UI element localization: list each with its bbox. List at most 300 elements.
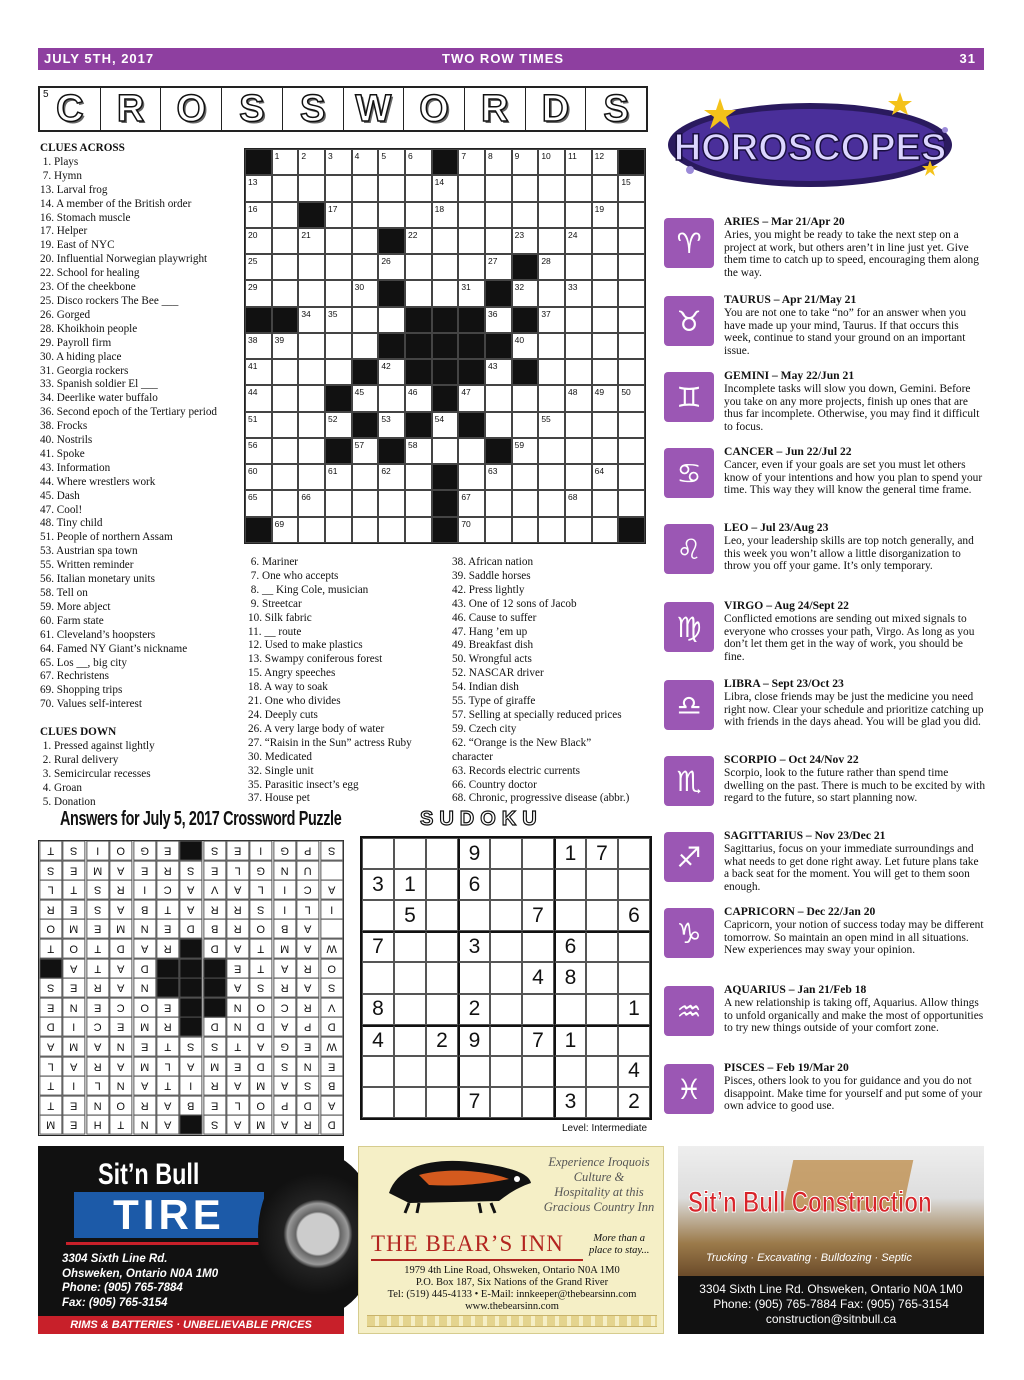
sudoku-cell[interactable]	[426, 838, 458, 869]
sudoku-cell[interactable]	[394, 931, 426, 962]
sudoku-cell[interactable]: 6	[618, 900, 650, 931]
ad-sitnbull-construction[interactable]	[678, 1146, 984, 1334]
crossword-cell[interactable]	[592, 333, 619, 359]
crossword-cell[interactable]	[352, 333, 379, 359]
sudoku-cell[interactable]: 7	[458, 1087, 490, 1118]
inn-more	[589, 1233, 649, 1257]
crossword-cell[interactable]: 33	[565, 280, 592, 306]
crossword-cell[interactable]	[405, 254, 432, 280]
sudoku-cell[interactable]: 3	[458, 931, 490, 962]
sudoku-cell[interactable]	[426, 869, 458, 900]
zodiac-sign-icon: ♌	[664, 524, 714, 574]
sudoku-cell[interactable]	[458, 1056, 490, 1087]
crossword-cell[interactable]	[485, 490, 512, 516]
crossword-cell[interactable]	[378, 517, 405, 543]
crossword-cell[interactable]: 69	[272, 517, 299, 543]
sudoku-cell[interactable]	[522, 1056, 554, 1087]
crossword-cell[interactable]: 64	[592, 464, 619, 490]
crossword-cell[interactable]	[538, 490, 565, 516]
sudoku-cell[interactable]	[490, 838, 522, 869]
crossword-cell[interactable]	[592, 517, 619, 543]
sudoku-cell[interactable]: 2	[426, 1025, 458, 1056]
crossword-cell[interactable]	[352, 464, 379, 490]
sudoku-cell[interactable]: 9	[458, 1025, 490, 1056]
crossword-cell[interactable]: 45	[352, 385, 379, 411]
crossword-cell[interactable]	[592, 254, 619, 280]
crossword-cell[interactable]	[432, 228, 459, 254]
crossword-cell[interactable]	[272, 359, 299, 385]
crossword-cell[interactable]	[325, 333, 352, 359]
sudoku-cell[interactable]	[490, 931, 522, 962]
sudoku-cell[interactable]	[522, 994, 554, 1025]
zodiac-sign-icon: ♈	[664, 218, 714, 268]
crossword-cell[interactable]: 35	[325, 307, 352, 333]
crossword-cell[interactable]	[565, 438, 592, 464]
horoscopes-title: HOROSCOPES	[673, 127, 947, 169]
sudoku-cell[interactable]	[458, 962, 490, 993]
sudoku-cell[interactable]: 3	[362, 869, 394, 900]
crossword-cell[interactable]	[378, 175, 405, 201]
crossword-cell[interactable]: 8	[485, 149, 512, 175]
crossword-cell[interactable]: 55	[538, 412, 565, 438]
crossword-cell[interactable]: 23	[512, 228, 539, 254]
answer-cell: R	[156, 939, 179, 959]
crossword-cell[interactable]	[538, 359, 565, 385]
answer-cell: E	[62, 1096, 85, 1116]
ad-bears-inn[interactable]	[358, 1146, 664, 1334]
crossword-cell[interactable]	[378, 202, 405, 228]
sudoku-cell[interactable]: 2	[618, 1087, 650, 1118]
crossword-cell[interactable]	[485, 385, 512, 411]
crossword-cell[interactable]	[432, 254, 459, 280]
crossword-cell[interactable]	[298, 464, 325, 490]
crossword-cell[interactable]: 32	[512, 280, 539, 306]
crossword-cell[interactable]: 3	[325, 149, 352, 175]
crossword-cell[interactable]	[272, 412, 299, 438]
crossword-cell[interactable]	[352, 254, 379, 280]
sudoku-cell[interactable]	[362, 1087, 394, 1118]
crossword-cell[interactable]	[325, 359, 352, 385]
sudoku-cell[interactable]	[426, 1087, 458, 1118]
crossword-cell[interactable]: 43	[485, 359, 512, 385]
crossword-cell[interactable]: 68	[565, 490, 592, 516]
sudoku-cell[interactable]	[586, 994, 618, 1025]
sudoku-cell[interactable]	[490, 869, 522, 900]
sudoku-cell[interactable]	[522, 1087, 554, 1118]
sudoku-cell[interactable]	[426, 900, 458, 931]
answer-cell: I	[179, 1076, 202, 1096]
crossword-cell[interactable]: 24	[565, 228, 592, 254]
crossword-cell[interactable]: 29	[245, 280, 272, 306]
crossword-cell[interactable]	[458, 202, 485, 228]
clue-item: 14. A member of the British order	[40, 197, 192, 210]
crossword-cell[interactable]	[325, 254, 352, 280]
sudoku-cell[interactable]: 2	[458, 994, 490, 1025]
crossword-cell[interactable]	[352, 202, 379, 228]
crossword-cell[interactable]	[618, 490, 645, 516]
crossword-cell[interactable]: 11	[565, 149, 592, 175]
crossword-cell[interactable]	[538, 385, 565, 411]
crossword-cell[interactable]: 30	[352, 280, 379, 306]
crossword-cell[interactable]: 12	[592, 149, 619, 175]
sudoku-cell[interactable]	[490, 1056, 522, 1087]
crossword-grid[interactable]	[244, 148, 646, 544]
answer-cell: D	[203, 1017, 226, 1037]
crossword-cell[interactable]	[565, 333, 592, 359]
sudoku-cell[interactable]	[458, 900, 490, 931]
sudoku-cell[interactable]	[586, 931, 618, 962]
crossword-cell[interactable]: 54	[432, 412, 459, 438]
crossword-cell[interactable]	[618, 280, 645, 306]
crossword-cell[interactable]	[592, 490, 619, 516]
crossword-cell[interactable]	[485, 228, 512, 254]
sudoku-cell[interactable]: 4	[362, 1025, 394, 1056]
crossword-cell[interactable]: 50	[618, 385, 645, 411]
crossword-cell[interactable]	[298, 438, 325, 464]
crossword-cell[interactable]	[512, 202, 539, 228]
crossword-cell[interactable]	[592, 280, 619, 306]
sudoku-cell[interactable]: 1	[394, 869, 426, 900]
crossword-cell[interactable]	[325, 517, 352, 543]
crossword-cell[interactable]	[272, 175, 299, 201]
crossword-cell[interactable]: 16	[245, 202, 272, 228]
sudoku-cell[interactable]: 7	[522, 900, 554, 931]
crossword-cell[interactable]: 15	[618, 175, 645, 201]
crossword-cell[interactable]	[272, 385, 299, 411]
answer-cell: G	[133, 841, 156, 861]
crossword-cell[interactable]	[378, 385, 405, 411]
crossword-cell[interactable]	[378, 307, 405, 333]
crossword-cell[interactable]	[298, 359, 325, 385]
sudoku-cell[interactable]	[554, 900, 586, 931]
crossword-cell[interactable]: 58	[405, 438, 432, 464]
crossword-cell[interactable]	[405, 517, 432, 543]
sudoku-cell[interactable]: 9	[458, 838, 490, 869]
crossword-cell[interactable]	[352, 175, 379, 201]
crossword-cell[interactable]	[565, 202, 592, 228]
crossword-cell[interactable]	[298, 412, 325, 438]
crossword-cell[interactable]	[272, 438, 299, 464]
crossword-cell[interactable]	[298, 385, 325, 411]
construction-address: 3304 Sixth Line Rd. Ohsweken, Ontario N0A 1M0	[699, 1282, 963, 1296]
sudoku-cell[interactable]	[554, 1056, 586, 1087]
sudoku-cell[interactable]	[362, 1056, 394, 1087]
crossword-cell[interactable]: 62	[378, 464, 405, 490]
crossword-cell[interactable]: 37	[538, 307, 565, 333]
crossword-cell[interactable]	[485, 517, 512, 543]
sudoku-cell[interactable]	[522, 869, 554, 900]
sudoku-cell[interactable]: 1	[554, 1025, 586, 1056]
crossword-cell[interactable]: 28	[538, 254, 565, 280]
crossword-cell[interactable]	[298, 333, 325, 359]
crossword-cell[interactable]	[512, 385, 539, 411]
crossword-cell[interactable]: 63	[485, 464, 512, 490]
crossword-cell[interactable]	[298, 517, 325, 543]
crossword-cell[interactable]	[592, 438, 619, 464]
clue-item: 60. Farm state	[40, 614, 104, 627]
crossword-cell[interactable]: 46	[405, 385, 432, 411]
crossword-cell[interactable]	[458, 438, 485, 464]
crossword-cell[interactable]: 4	[352, 149, 379, 175]
crossword-cell[interactable]: 49	[592, 385, 619, 411]
crossword-cell[interactable]	[538, 280, 565, 306]
crossword-cell[interactable]: 39	[272, 333, 299, 359]
sudoku-cell[interactable]	[490, 900, 522, 931]
crossword-cell[interactable]: 61	[325, 464, 352, 490]
crossword-cell[interactable]	[512, 490, 539, 516]
crossword-cell[interactable]	[325, 228, 352, 254]
crossword-cell[interactable]: 57	[352, 438, 379, 464]
crossword-cell[interactable]	[325, 490, 352, 516]
crossword-cell[interactable]	[352, 517, 379, 543]
sudoku-cell[interactable]	[490, 962, 522, 993]
sudoku-cell[interactable]	[554, 994, 586, 1025]
crossword-cell[interactable]	[592, 412, 619, 438]
crossword-cell[interactable]	[325, 175, 352, 201]
crossword-cell[interactable]: 26	[378, 254, 405, 280]
crossword-cell[interactable]	[512, 464, 539, 490]
sudoku-cell[interactable]: 7	[522, 1025, 554, 1056]
sudoku-cell[interactable]: 6	[458, 869, 490, 900]
sudoku-cell[interactable]	[394, 1087, 426, 1118]
ad-sitnbull-tire[interactable]	[38, 1146, 344, 1334]
crossword-cell[interactable]: 51	[245, 412, 272, 438]
crossword-cell[interactable]	[298, 254, 325, 280]
crossword-cell[interactable]	[565, 307, 592, 333]
crossword-cell[interactable]	[538, 464, 565, 490]
crossword-cell[interactable]	[565, 517, 592, 543]
crossword-cell[interactable]	[485, 175, 512, 201]
section-number: 5	[43, 89, 49, 100]
sudoku-cell[interactable]	[618, 869, 650, 900]
crossword-cell[interactable]	[272, 202, 299, 228]
crossword-cell[interactable]	[512, 175, 539, 201]
sudoku-cell[interactable]	[618, 1025, 650, 1056]
sudoku-cell[interactable]: 3	[554, 1087, 586, 1118]
crossword-cell[interactable]	[325, 280, 352, 306]
crossword-cell[interactable]	[512, 517, 539, 543]
sudoku-cell[interactable]	[394, 1056, 426, 1087]
crossword-cell[interactable]	[565, 175, 592, 201]
crossword-cell[interactable]	[565, 464, 592, 490]
crossword-cell[interactable]	[618, 412, 645, 438]
sudoku-cell[interactable]	[586, 1056, 618, 1087]
sudoku-cell[interactable]	[618, 931, 650, 962]
crossword-cell[interactable]	[618, 228, 645, 254]
black-square	[39, 959, 62, 979]
crossword-cell[interactable]	[565, 359, 592, 385]
crossword-cell[interactable]: 22	[405, 228, 432, 254]
crossword-cell[interactable]	[298, 280, 325, 306]
crossword-cell[interactable]: 48	[565, 385, 592, 411]
crossword-cell[interactable]	[352, 228, 379, 254]
crossword-cell[interactable]	[538, 228, 565, 254]
sudoku-cell[interactable]	[394, 994, 426, 1025]
inn-name: THE BEAR’S INN	[371, 1231, 564, 1256]
crossword-cell[interactable]	[538, 202, 565, 228]
sudoku-cell[interactable]	[522, 931, 554, 962]
crossword-cell[interactable]	[592, 228, 619, 254]
crossword-cell[interactable]: 31	[458, 280, 485, 306]
sudoku-cell[interactable]	[394, 962, 426, 993]
sudoku-cell[interactable]	[490, 1087, 522, 1118]
crossword-cell[interactable]	[485, 412, 512, 438]
crossword-cell[interactable]: 41	[245, 359, 272, 385]
crossword-cell[interactable]	[352, 307, 379, 333]
crossword-cell[interactable]: 1	[272, 149, 299, 175]
crossword-cell[interactable]: 56	[245, 438, 272, 464]
crossword-cell[interactable]	[618, 464, 645, 490]
crossword-cell[interactable]: 19	[592, 202, 619, 228]
tire-contact	[62, 1252, 218, 1310]
sudoku-cell[interactable]: 6	[554, 931, 586, 962]
crossword-cell[interactable]: 36	[485, 307, 512, 333]
crossword-cell[interactable]: 34	[298, 307, 325, 333]
sudoku-cell[interactable]	[586, 962, 618, 993]
sudoku-cell[interactable]: 4	[618, 1056, 650, 1087]
crossword-cell[interactable]: 6	[405, 149, 432, 175]
crossword-cell[interactable]: 60	[245, 464, 272, 490]
crossword-cell[interactable]: 53	[378, 412, 405, 438]
crossword-cell[interactable]	[618, 254, 645, 280]
sudoku-cell[interactable]	[394, 1025, 426, 1056]
horoscope-sign: CAPRICORN – Dec 22/Jan 20	[724, 905, 876, 918]
crossword-cell[interactable]	[458, 228, 485, 254]
crossword-cell[interactable]: 65	[245, 490, 272, 516]
sudoku-cell[interactable]	[394, 838, 426, 869]
sudoku-cell[interactable]: 5	[394, 900, 426, 931]
answer-cell: T	[86, 959, 109, 979]
crossword-cell[interactable]: 14	[432, 175, 459, 201]
crossword-cell[interactable]	[618, 359, 645, 385]
sudoku-cell[interactable]: 7	[586, 838, 618, 869]
crossword-cell[interactable]	[538, 175, 565, 201]
crossword-cell[interactable]	[405, 202, 432, 228]
crossword-cell[interactable]: 9	[512, 149, 539, 175]
crossword-cell[interactable]	[458, 464, 485, 490]
crossword-cell[interactable]	[272, 464, 299, 490]
answer-cell: S	[39, 861, 62, 881]
crossword-cell[interactable]	[272, 254, 299, 280]
crossword-cell[interactable]	[565, 254, 592, 280]
crossword-cell[interactable]: 38	[245, 333, 272, 359]
crossword-cell[interactable]: 70	[458, 517, 485, 543]
crossword-cell[interactable]	[432, 438, 459, 464]
sudoku-cell[interactable]: 4	[522, 962, 554, 993]
sudoku-cell[interactable]: 8	[554, 962, 586, 993]
crossword-cell[interactable]	[272, 228, 299, 254]
crossword-cell[interactable]: 25	[245, 254, 272, 280]
sudoku-cell[interactable]	[586, 900, 618, 931]
crossword-cell[interactable]	[458, 254, 485, 280]
sudoku-cell[interactable]	[426, 1056, 458, 1087]
crossword-cell[interactable]	[618, 333, 645, 359]
sudoku-cell[interactable]	[426, 931, 458, 962]
crossword-cell[interactable]: 44	[245, 385, 272, 411]
crossword-cell[interactable]: 5	[378, 149, 405, 175]
sudoku-cell[interactable]	[522, 838, 554, 869]
title-letter: W	[344, 88, 405, 130]
crossword-cell[interactable]: 10	[538, 149, 565, 175]
crossword-cell[interactable]: 17	[325, 202, 352, 228]
crossword-cell[interactable]	[405, 464, 432, 490]
crossword-cell[interactable]	[298, 175, 325, 201]
black-square	[272, 307, 299, 333]
sudoku-cell[interactable]	[554, 869, 586, 900]
sudoku-cell[interactable]	[426, 962, 458, 993]
sudoku-grid[interactable]	[360, 836, 652, 1120]
crossword-cell[interactable]	[618, 307, 645, 333]
crossword-cell[interactable]	[538, 333, 565, 359]
sudoku-cell[interactable]	[586, 869, 618, 900]
crossword-cell[interactable]: 20	[245, 228, 272, 254]
crossword-cell[interactable]	[592, 175, 619, 201]
crossword-cell[interactable]	[485, 202, 512, 228]
sudoku-cell[interactable]	[618, 838, 650, 869]
crossword-cell[interactable]	[512, 412, 539, 438]
crossword-cell[interactable]: 47	[458, 385, 485, 411]
sudoku-cell[interactable]: 8	[362, 994, 394, 1025]
crossword-cell[interactable]: 67	[458, 490, 485, 516]
sudoku-cell[interactable]	[586, 1025, 618, 1056]
crossword-cell[interactable]: 21	[298, 228, 325, 254]
crossword-cell[interactable]: 52	[325, 412, 352, 438]
crossword-cell[interactable]	[592, 359, 619, 385]
crossword-cell[interactable]	[272, 280, 299, 306]
crossword-cell[interactable]	[538, 517, 565, 543]
sudoku-cell[interactable]	[586, 1087, 618, 1118]
sudoku-cell[interactable]: 1	[554, 838, 586, 869]
crossword-cell[interactable]	[352, 490, 379, 516]
crossword-cell[interactable]	[405, 490, 432, 516]
crossword-cell[interactable]	[592, 307, 619, 333]
crossword-cell[interactable]	[378, 490, 405, 516]
crossword-cell[interactable]: 7	[458, 149, 485, 175]
crossword-cell[interactable]: 40	[512, 333, 539, 359]
sudoku-cell[interactable]	[362, 962, 394, 993]
crossword-cell[interactable]: 18	[432, 202, 459, 228]
sudoku-cell[interactable]	[490, 994, 522, 1025]
crossword-cell[interactable]: 2	[298, 149, 325, 175]
sudoku-cell[interactable]: 1	[618, 994, 650, 1025]
construction-email[interactable]: construction@sitnbull.ca	[765, 1312, 897, 1326]
crossword-cell[interactable]	[618, 202, 645, 228]
sudoku-cell[interactable]	[618, 962, 650, 993]
crossword-cell[interactable]: 13	[245, 175, 272, 201]
crossword-cell[interactable]: 42	[378, 359, 405, 385]
crossword-cell[interactable]: 59	[512, 438, 539, 464]
horoscope-entry	[724, 216, 986, 280]
crossword-cell[interactable]	[458, 175, 485, 201]
crossword-cell[interactable]	[405, 175, 432, 201]
crossword-cell[interactable]	[405, 280, 432, 306]
sudoku-cell[interactable]	[490, 1025, 522, 1056]
crossword-cell[interactable]	[272, 490, 299, 516]
sudoku-cell[interactable]: 7	[362, 931, 394, 962]
answer-cell: N	[109, 1037, 132, 1057]
sudoku-cell[interactable]	[426, 994, 458, 1025]
crossword-cell[interactable]: 66	[298, 490, 325, 516]
crossword-cell[interactable]: 27	[485, 254, 512, 280]
crossword-cell[interactable]	[565, 412, 592, 438]
sudoku-cell[interactable]	[362, 900, 394, 931]
crossword-cell[interactable]	[538, 438, 565, 464]
sudoku-cell[interactable]	[362, 838, 394, 869]
inn-website[interactable]: www.thebearsinn.com	[465, 1301, 559, 1312]
crossword-cell[interactable]	[432, 280, 459, 306]
black-square	[405, 412, 432, 438]
crossword-cell[interactable]	[618, 438, 645, 464]
